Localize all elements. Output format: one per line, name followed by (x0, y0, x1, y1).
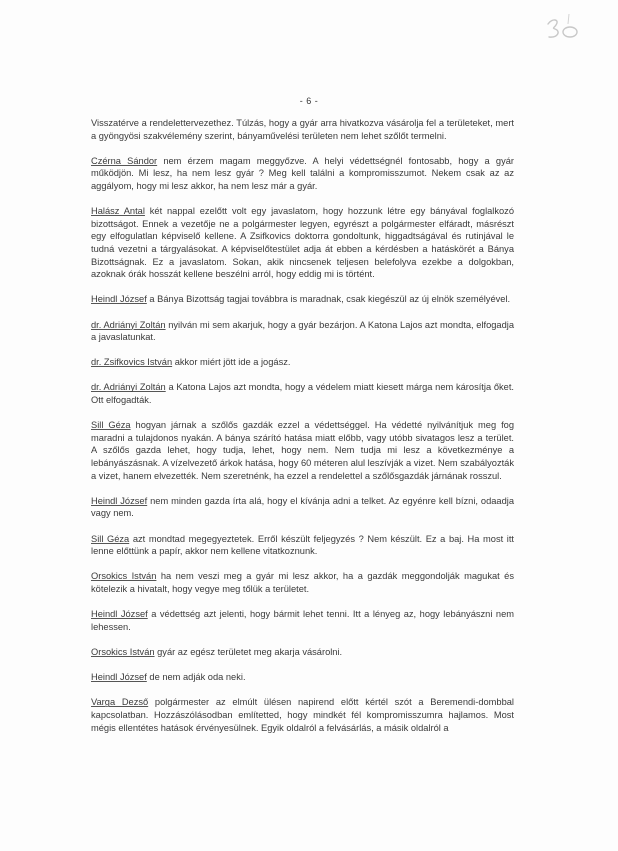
paragraph (91, 646, 514, 659)
paragraph-text: gyár az egész területet meg akarja vásárolni. (154, 646, 343, 657)
speaker-name: Sill Géza (91, 533, 130, 544)
speaker-name: Varga Dezső (91, 697, 149, 708)
speaker-name: Orsokics István (91, 571, 157, 582)
speaker-name: Halász Antal (91, 206, 145, 217)
speaker-name: Heindl József (91, 672, 147, 683)
handwritten-page-mark (544, 10, 584, 44)
paragraph-text: a Bánya Bizottság tagjai továbbra is maradnak, csak kiegészül az új elnök személyével. (146, 294, 511, 305)
paragraph-text: de nem adják oda neki. (146, 672, 246, 683)
paragraph (91, 608, 514, 633)
paragraph (91, 356, 514, 369)
paragraph-text: akkor miért jött ide a jogász. (172, 357, 291, 368)
page-number: - 6 - (299, 96, 319, 106)
paragraph-text: nyilván mi sem akarjuk, hogy a gyár bezárjon. A Katona Lajos azt mondta, elfogadja a javaslatunkat. (91, 319, 514, 343)
paragraph-text: Visszatérve a rendelettervezethez. Túlzás, hogy a gyár arra hivatkozva vásárolja fel a területeket, mert a gyöngyösi szakvélemény szerint, bányaművelési területen nem lehet szőlőt termelni. (91, 118, 514, 141)
paragraph-text: polgármester az elmúlt ülésen napirend előtt kértél szót a Beremendi-dombbal kapcsolatban. Hozzászólásodban említetted, hogy mindkét fél kompromisszumra hajlamos. Most mégis ellentétes hatások érvényesülnek. Egyik oldalról a felvásárlás, a másik oldalról a (91, 697, 514, 733)
paragraph (91, 696, 514, 734)
speaker-name: Heindl József (91, 609, 148, 620)
paragraph (91, 117, 514, 142)
paragraph (91, 419, 514, 482)
paragraph (91, 533, 514, 558)
speaker-name: Heindl József (91, 495, 148, 506)
paragraph-text: a védettség azt jelenti, hogy bármit lehet tenni. Itt a lényeg az, hogy lebányászni nem lehessen. (91, 609, 514, 632)
paragraph-text: a Katona Lajos azt mondta, hogy a védelem miatt kiesett márga nem károsítja őket. Ott elfogadták. (91, 382, 515, 406)
paragraph-text: azt mondtad megegyeztetek. Erről készült feljegyzés ? Nem készült. Ez a baj. Ha most itt lenne előttünk a papír, akkor nem kellene vitatkoznunk. (91, 533, 515, 557)
paragraph-text: ha nem veszi meg a gyár mi lesz akkor, ha a gazdák meggondolják magukat és kötelezik a hivatalt, hogy vegye meg tőlük a területet. (91, 571, 514, 594)
paragraph-text: hogyan járnak a szőlős gazdák ezzel a védettséggel. Ha védetté nyilvánítjuk meg fog maradni a tulajdonos nyakán. A bánya szárító hatása miatt előbb, vagy utóbb sivatagos lesz a terület. A szőlős gazda lehet, hogy tudja, lehet, hogy nem. Nem tudja mi lesz a következménye a lebányászásnak. A vízelvezető árkok hatása, hogy 60 méteren alul leszívják a vizet. Nem szabályozták a vizet, hanem elvezették. Nem szeretnénk, ha ezzel a rendelettel a szőlősgazdák járnának rosszul. (91, 420, 515, 481)
paragraph (91, 570, 514, 595)
speaker-name: dr. Adriányi Zoltán (91, 382, 166, 393)
paragraph (91, 155, 514, 193)
speaker-name: dr. Adriányi Zoltán (91, 319, 166, 330)
paragraph (91, 319, 514, 344)
paragraph-text: két nappal ezelőtt volt egy javaslatom, hogy hozzunk létre egy bányával foglalkozó bizottságot. Ennek a vezetője ne a polgármester legyen, egyrészt a polgármester elfáradt, másrészt egy elfogulatlan képviselő kellene. A Zsifkovics doktorra gondoltunk, higgadtságával és rutinjával le tudná vezetni a tárgyalásokat. A képviselőtestület adja át ebben a kérdésben a hatáskörét a Bánya Bizottságnak. Ez a javaslatom. Sokan, akik nincsenek teljesen belefolyva ezekbe a dolgokban, azoknak órák hosszát kellene beszélni arról, hogy eddig mi is történt. (91, 206, 515, 280)
speaker-name: Czérna Sándor (91, 155, 158, 166)
speaker-name: Heindl József (91, 294, 147, 305)
speaker-name: dr. Zsifkovics István (91, 357, 173, 368)
minutes-body (91, 117, 514, 747)
paragraph (91, 293, 514, 306)
paragraph (91, 381, 514, 406)
paragraph-text: nem minden gazda írta alá, hogy el kívánja adni a telket. Az egyénre kell bízni, odaadja vagy nem. (91, 495, 514, 519)
paragraph-text: nem érzem magam meggyőzve. A helyi védettségnél fontosabb, hogy a gyár működjön. Mi lesz, ha nem lesz gyár ? Meg kell találni a kompromisszumot. Nekem csak az az aggályom, hogy mi lesz akkor, ha nem lesz már a gyár. (91, 155, 514, 191)
speaker-name: Orsokics István (91, 646, 155, 657)
paragraph (91, 495, 514, 520)
speaker-name: Sill Géza (91, 420, 131, 431)
paragraph (91, 205, 514, 281)
paragraph (91, 671, 514, 684)
